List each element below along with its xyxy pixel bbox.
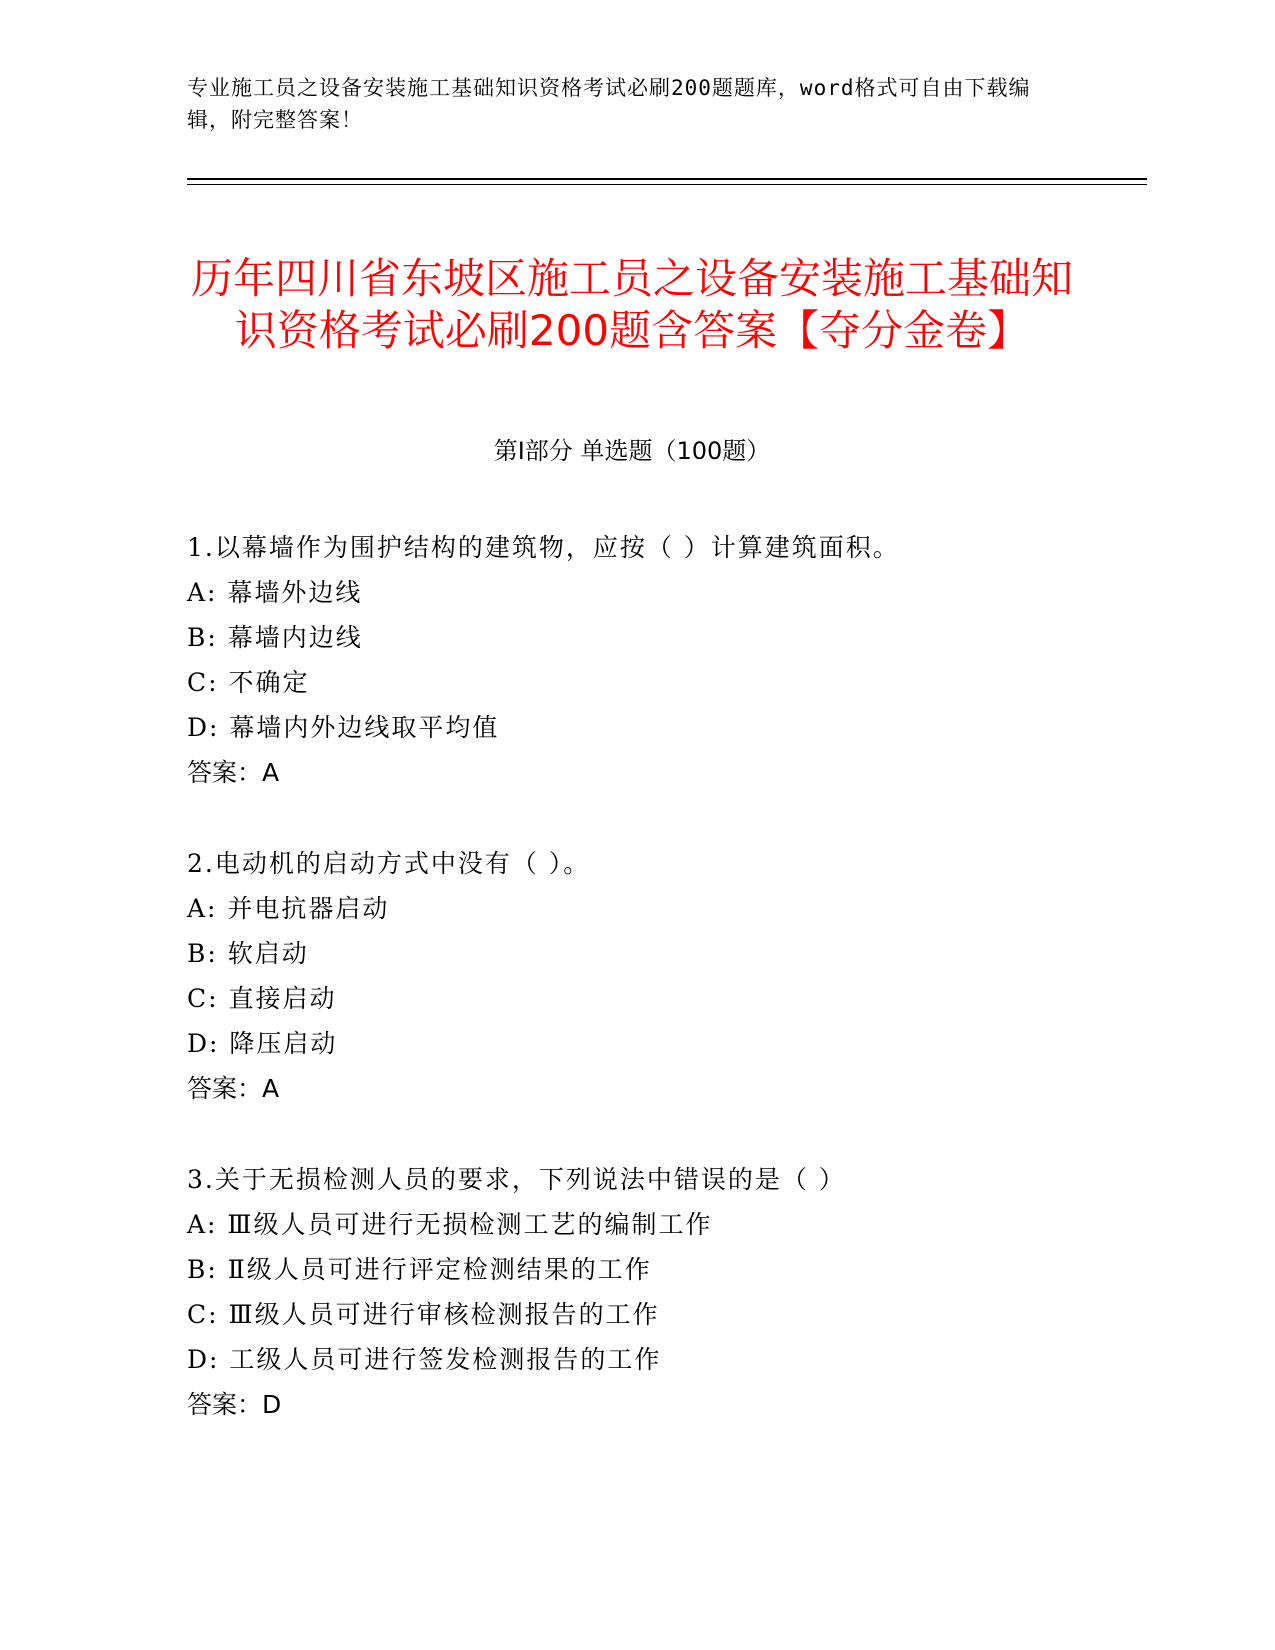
- option-b: B: Ⅱ级人员可进行评定检测结果的工作: [187, 1255, 652, 1284]
- header-rule-thick: [187, 178, 1147, 180]
- option-b: B: 软启动: [187, 939, 309, 968]
- header-note: 专业施工员之设备安装施工基础知识资格考试必刷200题题库，word格式可自由下载编辑，附完整答案！: [187, 76, 1031, 132]
- header-rule-thin: [187, 184, 1147, 185]
- document-title: 历年四川省东坡区施工员之设备安装施工基础知识资格考试必刷200题含答案【夺分金卷】: [190, 254, 1073, 356]
- option-d: D: 工级人员可进行签发检测报告的工作: [187, 1345, 662, 1374]
- question-1: [187, 525, 1147, 795]
- option-d: D: 降压启动: [187, 1029, 338, 1058]
- answer-line: 答案：D: [187, 1390, 282, 1419]
- option-a: A: Ⅲ级人员可进行无损检测工艺的编制工作: [187, 1210, 713, 1239]
- answer-line: 答案：A: [187, 1074, 280, 1103]
- question-2: [187, 841, 1147, 1111]
- option-c: C: 不确定: [187, 668, 310, 697]
- option-a: A: 并电抗器启动: [187, 894, 390, 923]
- question-3: [187, 1157, 1147, 1427]
- question-stem: 2.电动机的启动方式中没有（ ）。: [187, 849, 591, 878]
- answer-line: 答案：A: [187, 758, 280, 787]
- question-list: [187, 525, 1147, 1473]
- section-heading: 第Ⅰ部分 单选题（100题）: [493, 437, 771, 465]
- option-b: B: 幕墙内边线: [187, 623, 363, 652]
- option-c: C: Ⅲ级人员可进行审核检测报告的工作: [187, 1300, 660, 1329]
- question-stem: 1.以幕墙作为围护结构的建筑物，应按（ ）计算建筑面积。: [187, 533, 900, 562]
- option-d: D: 幕墙内外边线取平均值: [187, 713, 500, 742]
- option-a: A: 幕墙外边线: [187, 578, 363, 607]
- question-stem: 3.关于无损检测人员的要求，下列说法中错误的是（ ）: [187, 1165, 846, 1194]
- option-c: C: 直接启动: [187, 984, 337, 1013]
